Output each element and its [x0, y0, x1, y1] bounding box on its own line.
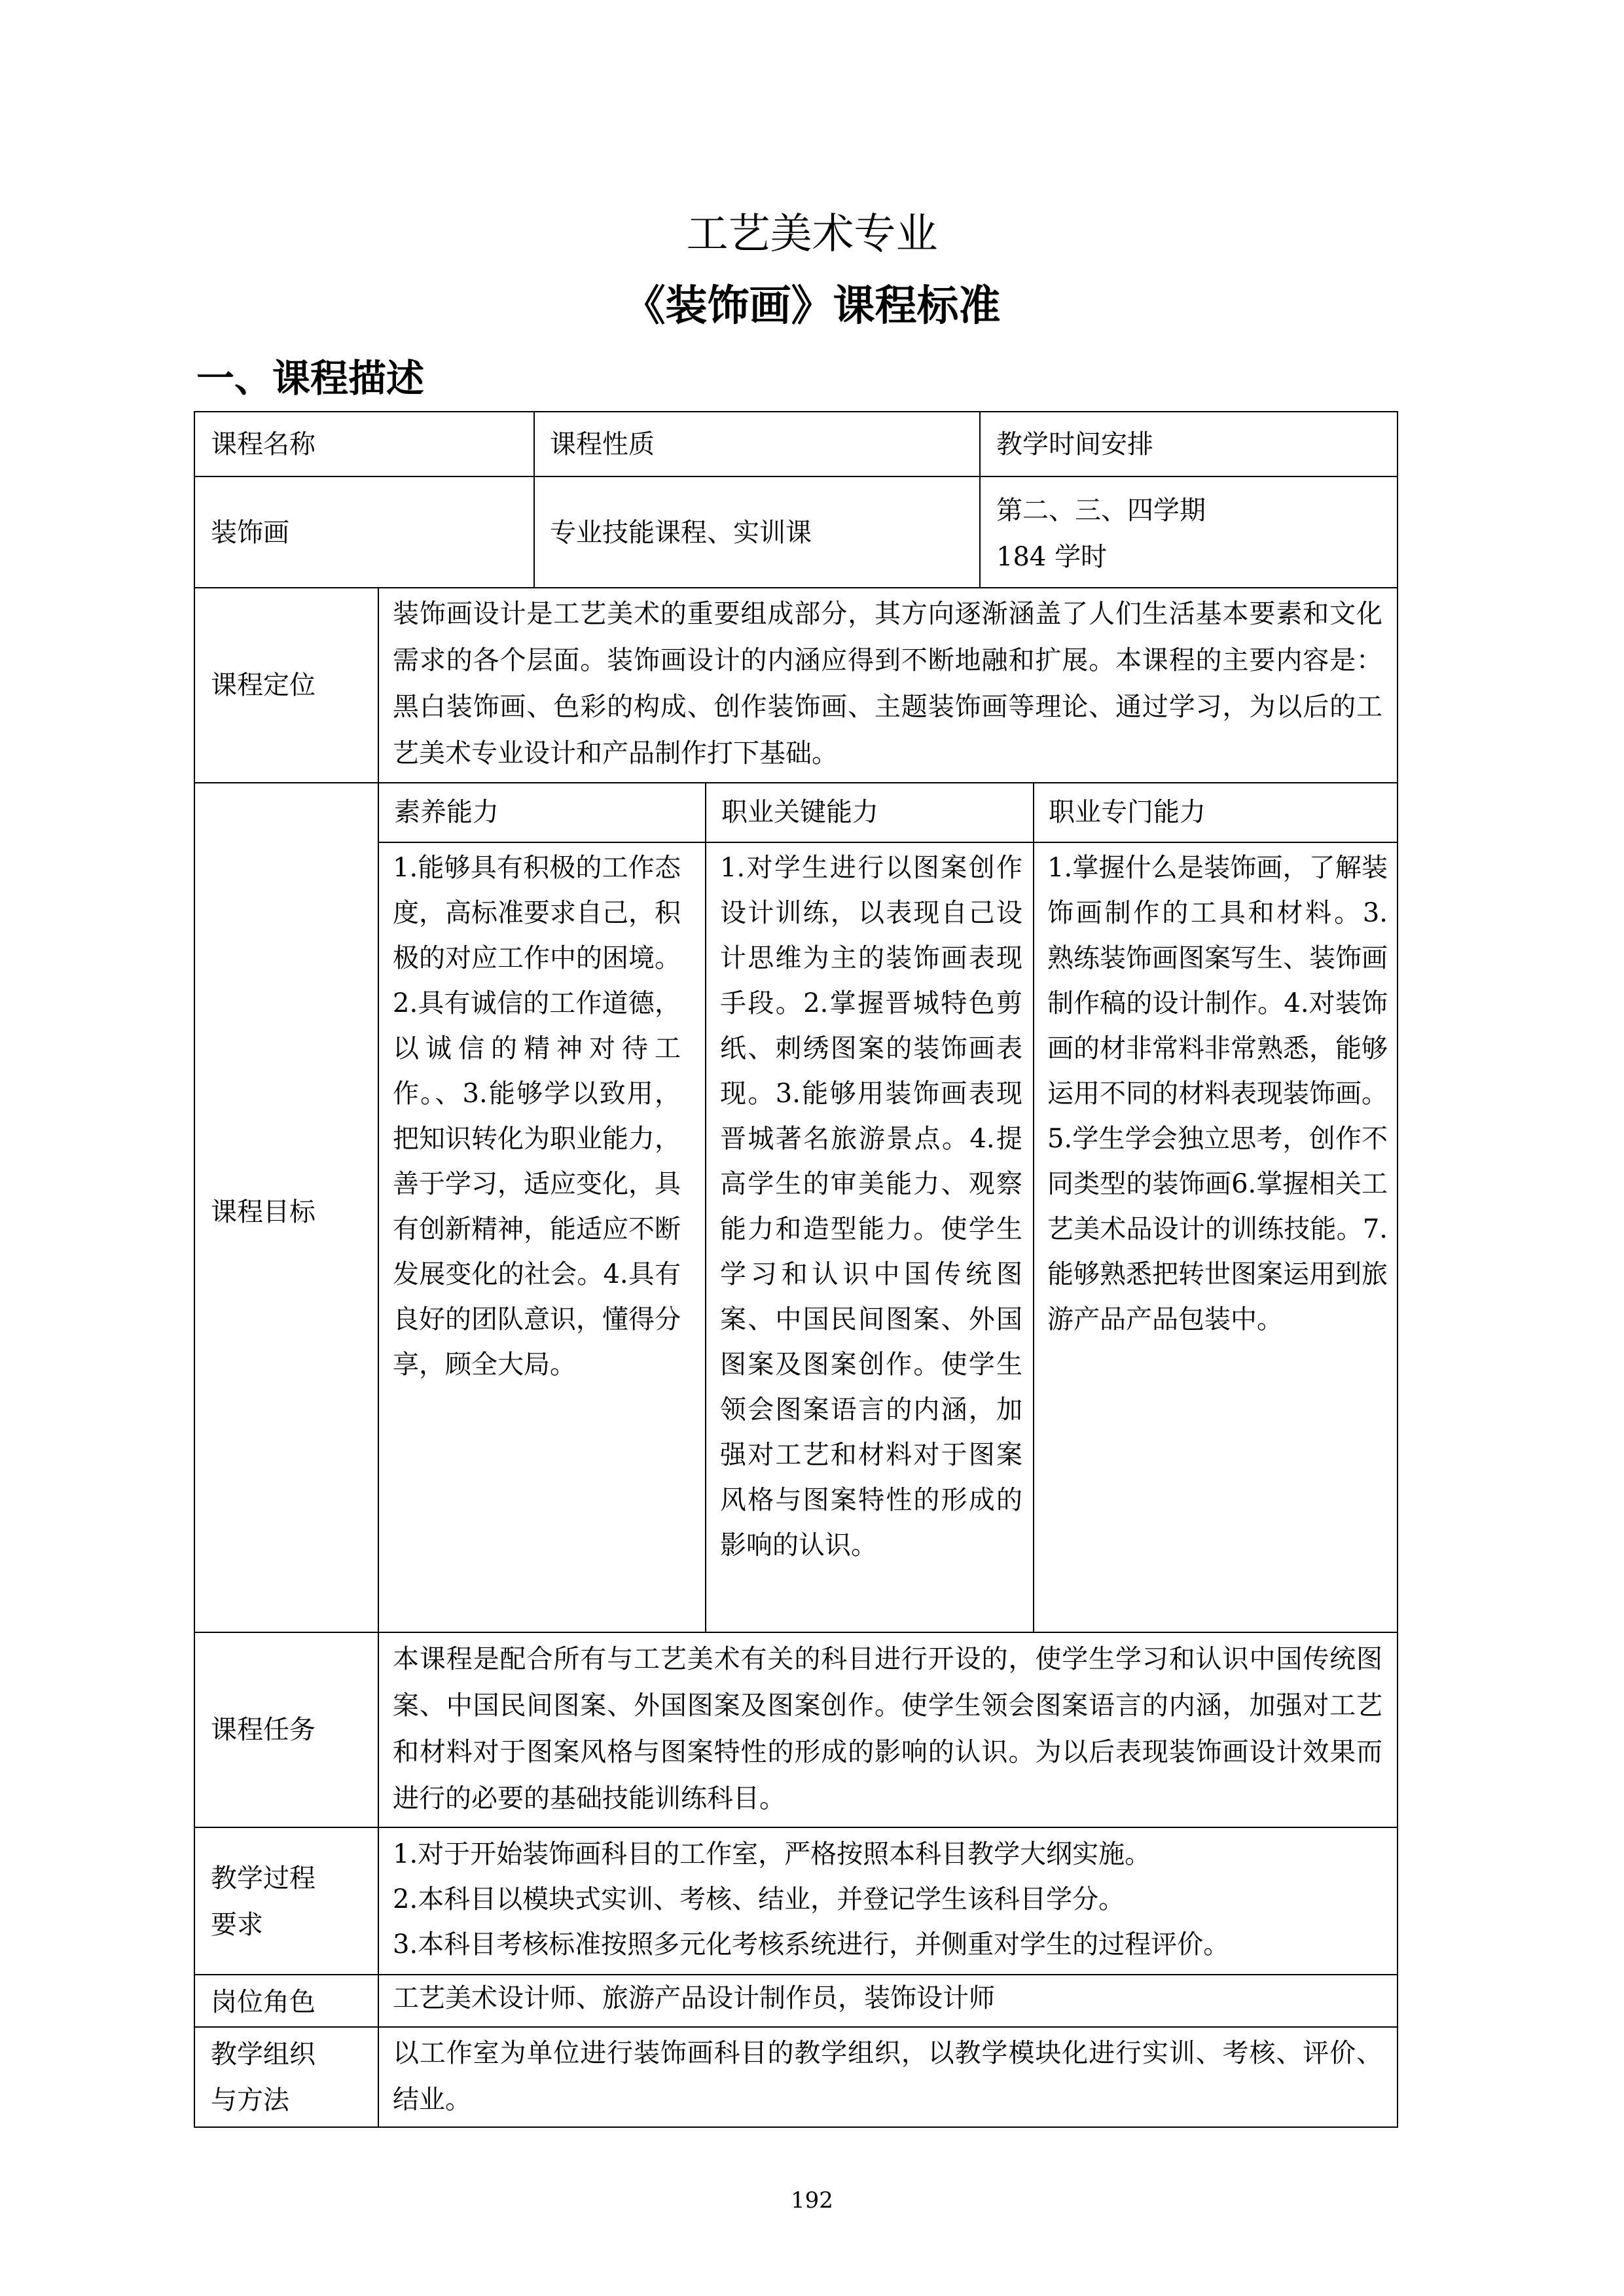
role-label: 岗位角色	[211, 1987, 316, 2017]
goals-col3-head: 职业专门能力	[1049, 797, 1206, 827]
head-name-text: 课程名称	[211, 429, 316, 459]
row1-nature-text: 专业技能课程、实训课	[550, 518, 812, 548]
head-nature-text: 课程性质	[550, 429, 655, 459]
row1-name-text: 装饰画	[211, 518, 289, 548]
goals-col3-text: 1.掌握什么是装饰画，了解装饰画制作的工具和材料。3. 熟练装饰画图案写生、装饰画制作稿的设计制作。4.对装饰画的材非常料非常熟悉，能够运用不同的材料表现装饰画。5.学生学会独立思考，创作不同类型的装饰画6.掌握相关工艺美术品设计的训练技能。7.能够熟悉把转世图案运用到旅游产品产品包装中。	[1047, 853, 1388, 1335]
page-number: 192	[791, 2187, 833, 2214]
course-standard-title: 《装饰画》课程标准	[623, 282, 1001, 331]
organization-text: 以工作室为单位进行装饰画科目的教学组织，以教学模块化进行实训、考核、评价、结业。	[393, 2038, 1382, 2115]
goals-col2-head: 职业关键能力	[721, 797, 878, 827]
process-line2: 2.本科目以模块式实训、考核、结业，并登记学生该科目学分。	[393, 1884, 1125, 1914]
process-label-line2: 要求	[211, 1910, 263, 1940]
organization-label-line1: 教学组织	[211, 2039, 316, 2070]
task-label: 课程任务	[211, 1715, 316, 1745]
goals-label: 课程目标	[211, 1197, 316, 1227]
row1-schedule-line1: 第二、三、四学期	[996, 495, 1206, 526]
task-text: 本课程是配合所有与工艺美术有关的科目进行开设的，使学生学习和认识中国传统图案、中国民间图案、外国图案及图案创作。使学生领会图案语言的内涵，加强对工艺和材料对于图案风格与图案特性的形成的影响的认识。为以后表现装饰画设计效果而进行的必要的基础技能训练科目。	[393, 1644, 1382, 1814]
positioning-text: 装饰画设计是工艺美术的重要组成部分，其方向逐渐涵盖了人们生活基本要素和文化需求的各个层面。装饰画设计的内涵应得到不断地融和扩展。本课程的主要内容是：黑白装饰画、色彩的构成、创作装饰画、主题装饰画等理论、通过学习，为以后的工艺美术专业设计和产品制作打下基础。	[393, 599, 1382, 768]
head-schedule-text: 教学时间安排	[996, 429, 1153, 459]
major-title: 工艺美术专业	[686, 210, 938, 259]
process-label-line1: 教学过程	[211, 1863, 316, 1893]
role-text: 工艺美术设计师、旅游产品设计制作员，装饰设计师	[393, 1983, 995, 2013]
organization-label-line2: 与方法	[211, 2085, 289, 2115]
positioning-label: 课程定位	[211, 670, 316, 700]
section-heading: 一、课程描述	[196, 356, 425, 401]
process-line1: 1.对于开始装饰画科目的工作室，严格按照本科目教学大纲实施。	[393, 1839, 1151, 1869]
goals-col2-text: 1.对学生进行以图案创作设计训练，以表现自己设计思维为主的装饰画表现手段。2.掌握晋城特色剪纸、刺绣图案的装饰画表现。3.能够用装饰画表现晋城著名旅游景点。4.提高学生的审美能力、观察能力和造型能力。使学生学习和认识中国传统图案、中国民间图案、外国图案及图案创作。使学生领会图案语言的内涵，加强对工艺和材料对于图案风格与图案特性的形成的影响的认识。	[720, 853, 1022, 1560]
cell-process-label	[194, 1827, 379, 1975]
row1-schedule-line2: 184 学时	[996, 542, 1108, 572]
process-line3: 3.本科目考核标准按照多元化考核系统进行，并侧重对学生的过程评价。	[393, 1929, 1230, 1960]
goals-col1-head: 素养能力	[394, 797, 499, 827]
goals-col1-text: 1.能够具有积极的工作态度，高标准要求自己，积极的对应工作中的困境。2.具有诚信的工作道德，以诚信的精神对待工作。、3.能够学以致用，把知识转化为职业能力，善于学习，适应变化，具有创新精神，能适应不断发展变化的社会。4.具有良好的团队意识，懂得分享，顾全大局。	[393, 853, 681, 1380]
